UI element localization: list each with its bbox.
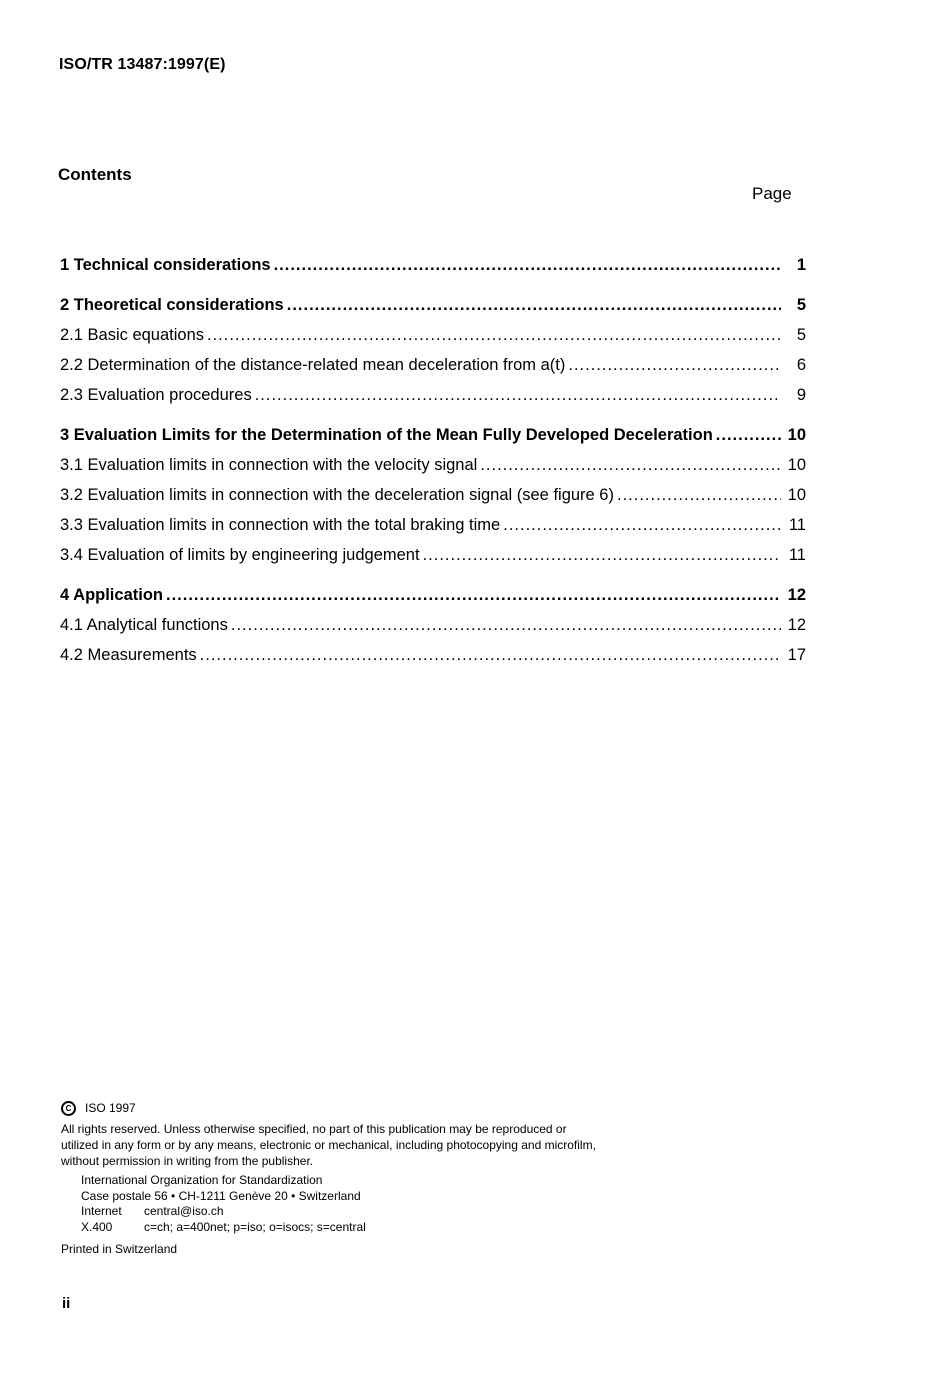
- toc-entry[interactable]: [60, 324, 806, 354]
- table-of-contents: [60, 254, 806, 674]
- toc-entry-label: 2 Theoretical considerations: [60, 296, 284, 314]
- dot-leader: [274, 254, 781, 276]
- toc-entry-page: 9: [796, 386, 806, 404]
- toc-entry[interactable]: [60, 644, 806, 674]
- dot-leader: [568, 354, 781, 376]
- toc-entry-page: 10: [787, 456, 806, 474]
- toc-entry[interactable]: [60, 354, 806, 384]
- internet-row: [81, 1204, 621, 1220]
- dot-leader: [716, 424, 781, 446]
- toc-entry-page: 12: [787, 616, 806, 634]
- toc-entry[interactable]: [60, 614, 806, 644]
- toc-entry[interactable]: [60, 514, 806, 544]
- x400-address: c=ch; a=400net; p=iso; o=isocs; s=central: [144, 1219, 366, 1234]
- toc-entry-label: 2.2 Determination of the distance-related mean deceleration from a(t): [60, 356, 566, 374]
- toc-entry-label: 3.2 Evaluation limits in connection with the deceleration signal (see figure 6): [60, 486, 614, 504]
- internet-label: Internet: [81, 1204, 122, 1218]
- internet-address: central@iso.ch: [144, 1204, 224, 1218]
- copyright-notice: ISO 1997: [85, 1101, 136, 1115]
- toc-entry[interactable]: [60, 254, 806, 284]
- dot-leader: [200, 644, 781, 666]
- page-number: ii: [62, 1295, 71, 1312]
- toc-entry-page: 6: [796, 356, 806, 374]
- toc-entry-page: 5: [796, 296, 806, 314]
- toc-entry-label: 2.3 Evaluation procedures: [60, 386, 252, 404]
- dot-leader: [231, 614, 781, 636]
- dot-leader: [166, 584, 781, 606]
- dot-leader: [255, 384, 781, 406]
- toc-entry[interactable]: [60, 384, 806, 414]
- page-column-label: Page: [752, 184, 792, 203]
- toc-entry-label: 4.2 Measurements: [60, 646, 197, 664]
- toc-entry-label: 1 Technical considerations: [60, 256, 271, 274]
- toc-entry[interactable]: [60, 544, 806, 574]
- toc-entry-label: 4 Application: [60, 586, 163, 604]
- toc-entry-page: 17: [787, 646, 806, 664]
- toc-entry-label: 2.1 Basic equations: [60, 326, 205, 344]
- toc-entry-page: 11: [788, 546, 806, 564]
- postal-address: Case postale 56 • CH-1211 Genève 20 • Switzerland: [81, 1188, 361, 1203]
- x400-label: X.400: [81, 1219, 113, 1234]
- dot-leader: [287, 294, 781, 316]
- document-identifier: ISO/TR 13487:1997(E): [59, 56, 226, 73]
- dot-leader: [503, 514, 781, 536]
- toc-entry-page: 1: [796, 256, 806, 274]
- x400-row: [81, 1220, 621, 1236]
- toc-entry-label: 3.1 Evaluation limits in connection with the velocity signal: [60, 456, 478, 474]
- dot-leader: [423, 544, 781, 566]
- copyright-icon: C: [61, 1101, 76, 1116]
- toc-entry-page: 5: [796, 326, 806, 344]
- contents-heading: Contents: [58, 165, 132, 184]
- toc-entry-label: 3 Evaluation Limits for the Determination of the Mean Fully Developed Deceleration: [60, 426, 713, 444]
- toc-entry[interactable]: [60, 454, 806, 484]
- printed-in: Printed in Switzerland: [61, 1242, 178, 1256]
- toc-entry-page: 10: [787, 486, 806, 504]
- toc-entry-label: 4.1 Analytical functions: [60, 616, 228, 634]
- rights-statement: All rights reserved. Unless otherwise specified, no part of this publication may be reproduced or utilized in any form or by any means, electronic or mechanical, including photocopying and microfilm, without permission in writing from the publisher.: [61, 1122, 596, 1168]
- toc-entry[interactable]: [60, 584, 806, 614]
- toc-entry[interactable]: [60, 484, 806, 514]
- dot-leader: [480, 454, 781, 476]
- copyright-line: [61, 1100, 621, 1116]
- toc-entry[interactable]: [60, 294, 806, 324]
- toc-entry-page: 11: [788, 516, 806, 534]
- toc-entry[interactable]: [60, 424, 806, 454]
- dot-leader: [207, 324, 781, 346]
- toc-entry-label: 3.3 Evaluation limits in connection with the total braking time: [60, 516, 501, 534]
- publisher-address: [81, 1173, 621, 1235]
- toc-entry-page: 10: [787, 426, 806, 444]
- dot-leader: [617, 484, 781, 506]
- toc-entry-page: 12: [787, 586, 806, 604]
- organization-name: International Organization for Standardization: [81, 1173, 323, 1187]
- toc-entry-label: 3.4 Evaluation of limits by engineering judgement: [60, 546, 420, 564]
- copyright-block: [61, 1100, 621, 1257]
